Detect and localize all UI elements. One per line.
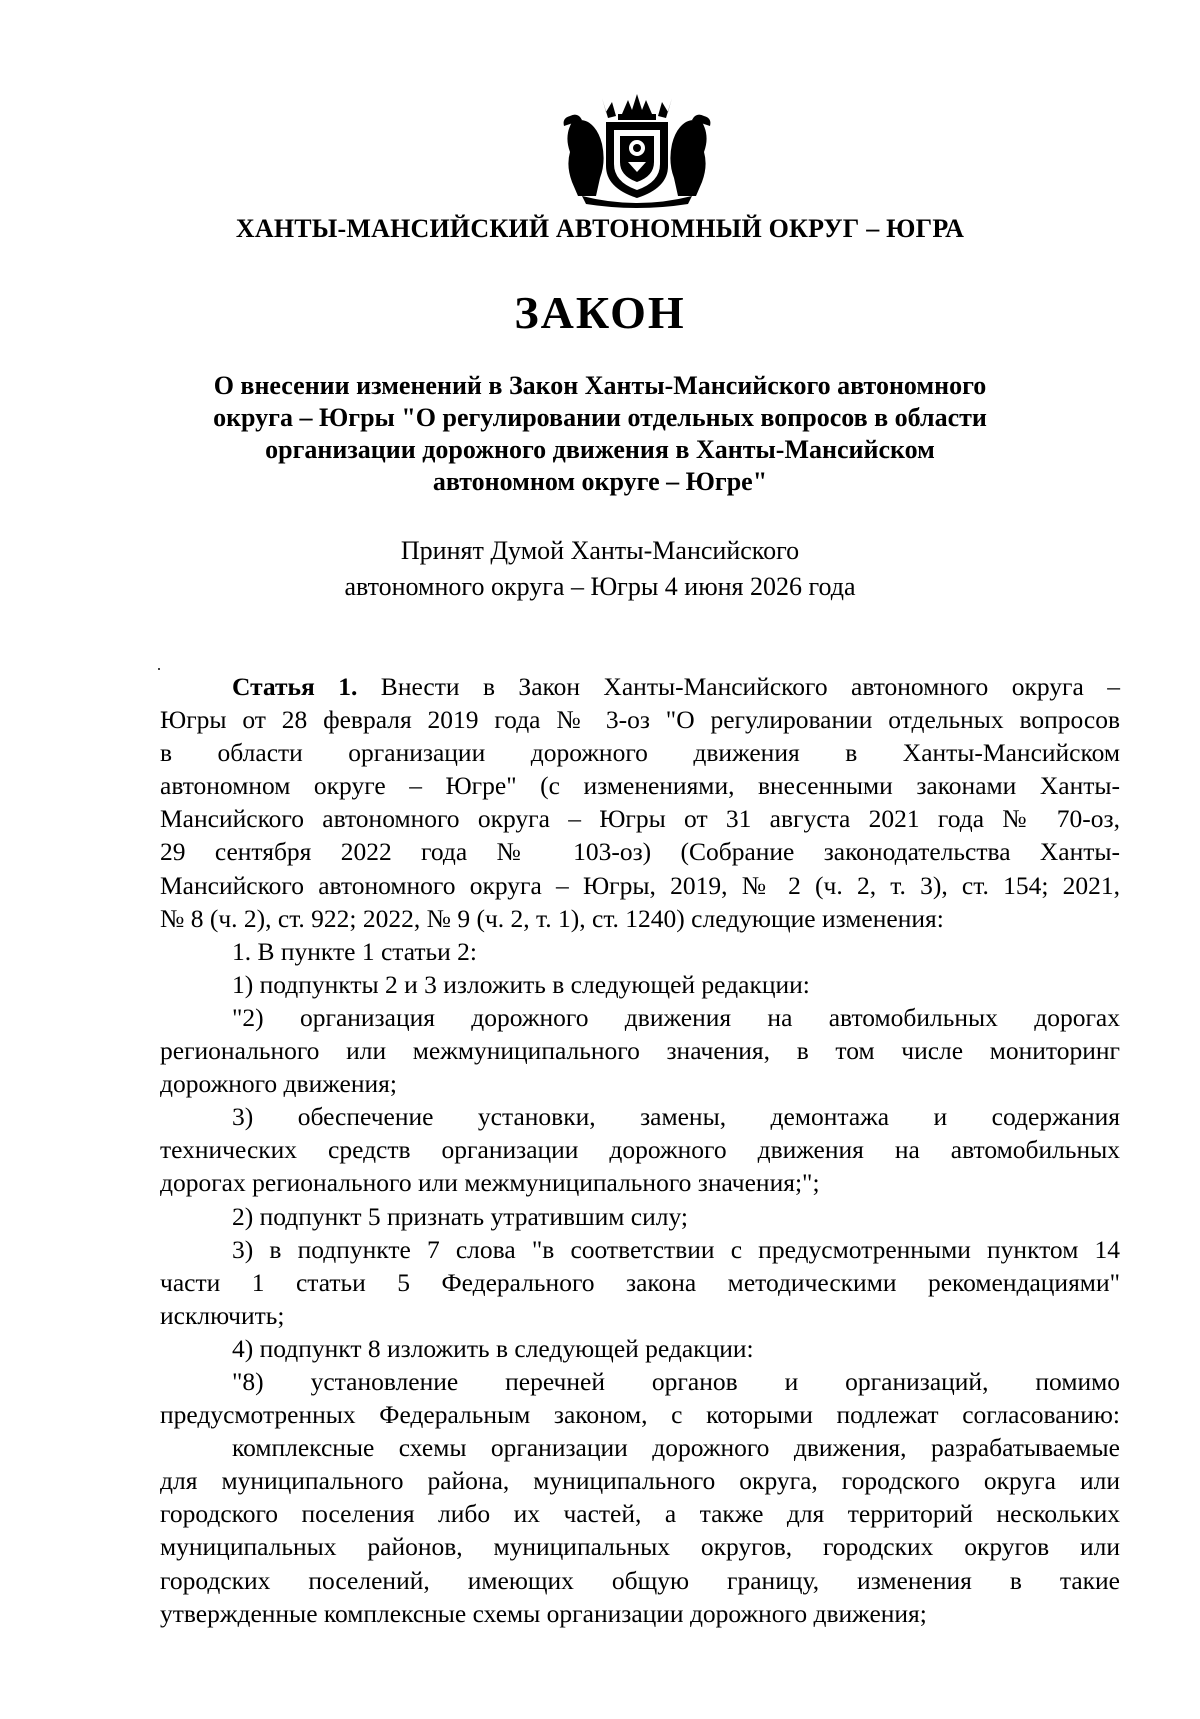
text-line: 3) в подпункте 7 слова "в соответствии с предусмотренными пунктом 14	[232, 1234, 1120, 1264]
article-body	[160, 670, 1120, 1630]
text-line: исключить;	[160, 1300, 285, 1330]
text-line: "8) установление перечней органов и организаций, помимо	[232, 1366, 1120, 1396]
text-line: 1) подпункты 2 и 3 изложить в следующей редакции:	[232, 969, 810, 999]
document-title	[150, 370, 1050, 498]
text-line: городского поселения либо их частей, а также для территорий нескольких	[160, 1499, 1120, 1529]
text-line: городских поселений, имеющих общую границу, изменения в такие	[160, 1565, 1120, 1595]
text-line: Мансийского автономного округа – Югры от 31 августа 2021 года № 70-оз,	[160, 804, 1120, 834]
text-line: части 1 статьи 5 Федерального закона методическими рекомендациями"	[160, 1267, 1120, 1297]
title-line: округа – Югры "О регулировании отдельных вопросов в области	[213, 403, 987, 432]
text-line: дорожного движения;	[160, 1069, 397, 1099]
text-line: Мансийского автономного округа – Югры, 2019, № 2 (ч. 2, т. 3), ст. 154; 2021,	[160, 870, 1120, 900]
text-line: технических средств организации дорожного движения на автомобильных	[160, 1135, 1120, 1165]
text-line: муниципальных районов, муниципальных округов, городских округов или	[160, 1532, 1120, 1562]
adoption-note	[0, 533, 1200, 605]
title-line: О внесении изменений в Закон Ханты-Мансийского автономного	[213, 371, 987, 400]
adoption-line: автономного округа – Югры 4 июня 2026 года	[344, 572, 856, 601]
text-line: утвержденные комплексные схемы организации дорожного движения;	[160, 1598, 927, 1628]
title-line: автономном округе – Югре"	[432, 467, 768, 496]
text-line: дорогах регионального или межмуниципального значения;";	[160, 1168, 820, 1198]
text-line: Югры от 28 февраля 2019 года № 3-оз "О регулировании отдельных вопросов	[160, 705, 1120, 735]
text-line-content: Внести в Закон Ханты-Мансийского автономного округа –	[357, 672, 1120, 701]
text-line: для муниципального района, муниципального округа, городского округа или	[160, 1466, 1120, 1496]
text-line: 4) подпункт 8 изложить в следующей редакции:	[232, 1333, 754, 1363]
text-line: "2) организация дорожного движения на автомобильных дорогах	[232, 1002, 1120, 1032]
text-line: 29 сентября 2022 года № 103-оз) (Собрание законодательства Ханты-	[160, 837, 1120, 867]
article-label: Статья 1.	[232, 672, 358, 701]
text-line: автономном округе – Югре" (с изменениями, внесенными законами Ханты-	[160, 771, 1120, 801]
text-line: в области организации дорожного движения в Ханты-Мансийском	[160, 738, 1120, 768]
coat-of-arms-emblem-icon	[562, 92, 712, 208]
document-type: ЗАКОН	[514, 287, 686, 338]
text-line: 2) подпункт 5 признать утратившим силу;	[232, 1201, 688, 1231]
text-line	[160, 670, 1120, 703]
text-line: предусмотренных Федеральным законом, с которыми подлежат согласованию:	[160, 1400, 1120, 1430]
text-line: 3) обеспечение установки, замены, демонтажа и содержания	[232, 1102, 1120, 1132]
text-line: 1. В пункте 1 статьи 2:	[232, 936, 478, 966]
text-line: регионального или межмуниципального значения, в том числе мониторинг	[160, 1036, 1120, 1066]
text-line: № 8 (ч. 2), ст. 922; 2022, № 9 (ч. 2, т. 1), ст. 1240) следующие изменения:	[160, 903, 944, 933]
title-line: организации дорожного движения в Ханты-Мансийском	[265, 435, 935, 464]
adoption-line: Принят Думой Ханты-Мансийского	[400, 536, 800, 565]
text-line: комплексные схемы организации дорожного движения, разрабатываемые	[232, 1433, 1120, 1463]
region-name: ХАНТЫ-МАНСИЙСКИЙ АВТОНОМНЫЙ ОКРУГ – ЮГРА	[235, 214, 965, 243]
